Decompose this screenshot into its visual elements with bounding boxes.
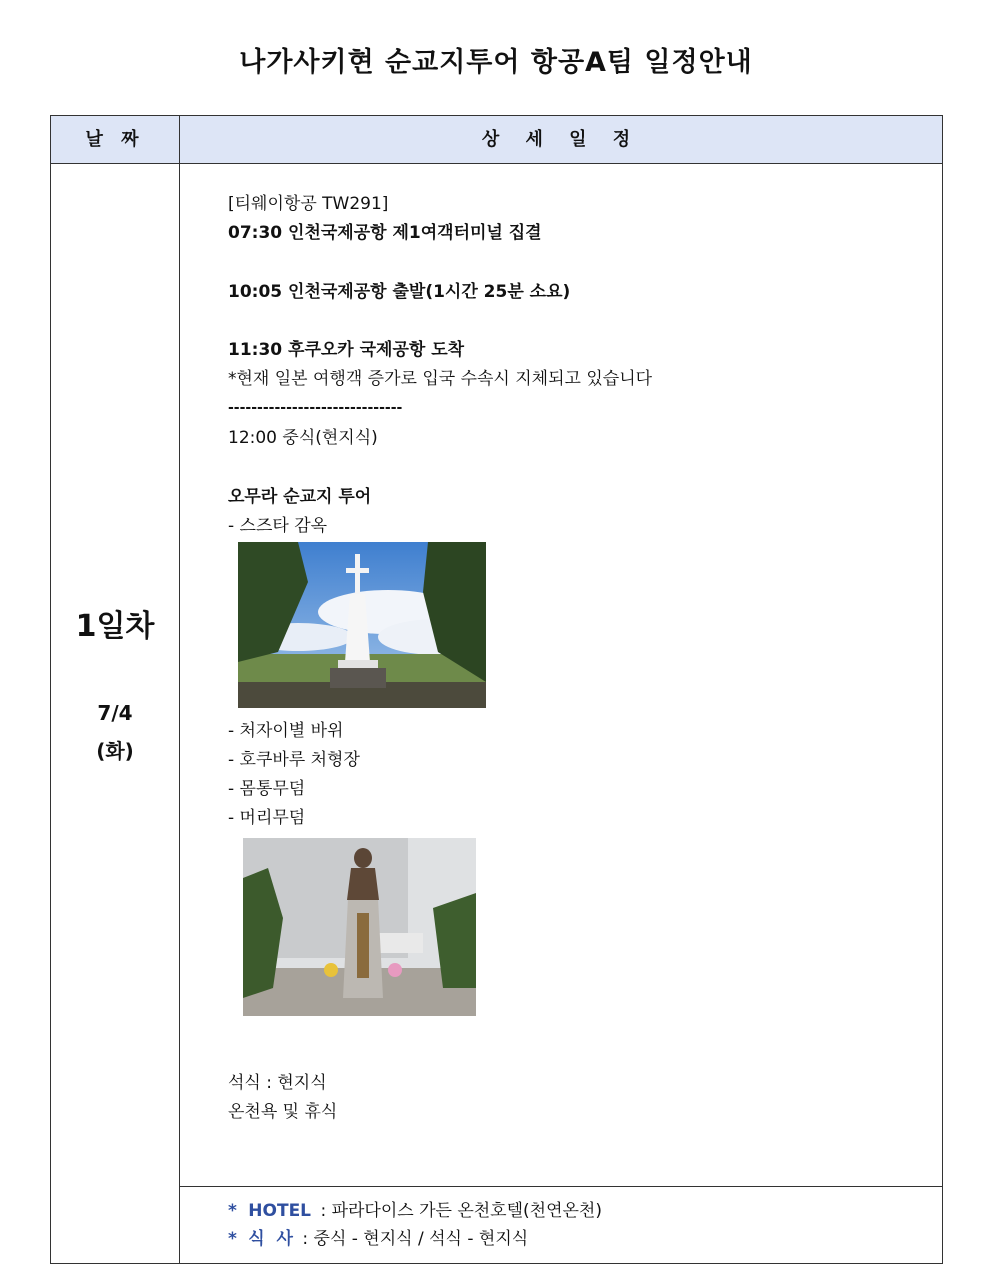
- hotel-label: HOTEL: [248, 1201, 312, 1221]
- tour-title: 오무라 순교지 투어: [228, 487, 372, 507]
- table-header: [51, 116, 942, 164]
- meet-line: 07:30 인천국제공항 제1여객터미널 집결: [228, 223, 542, 243]
- tour-stop: - 처자이별 바위: [228, 721, 344, 741]
- hotel-value: : 파라다이스 가든 온천호텔(천연온천): [320, 1201, 602, 1221]
- tour-stop: - 호쿠바루 처형장: [228, 750, 360, 770]
- suzuta-prison-photo: [238, 542, 486, 708]
- day-date-block: [51, 694, 179, 770]
- day-weekday: (화): [96, 739, 134, 763]
- tour-stop: - 몸통무덤: [228, 779, 306, 799]
- footer-divider: [179, 1186, 942, 1187]
- hotel-star: *: [228, 1201, 237, 1221]
- page-title: 나가사키현 순교지투어 항공A팀 일정안내: [239, 47, 753, 78]
- meal-label: 식 사: [248, 1229, 293, 1249]
- day-label: 1일차: [75, 609, 155, 644]
- dinner-line: 석식 : 현지식: [228, 1073, 327, 1093]
- depart-line: 10:05 인천국제공항 출발(1시간 25분 소요): [228, 282, 571, 302]
- meal-value: : 중식 - 현지식 / 석식 - 현지식: [302, 1229, 529, 1249]
- arrive-line: 11:30 후쿠오카 국제공항 도착: [228, 340, 465, 360]
- schedule-table: [50, 115, 943, 1264]
- airline-line: [티웨이항공 TW291]: [228, 194, 389, 214]
- statue-photo: [243, 838, 476, 1016]
- header-date: 날 짜: [85, 129, 145, 150]
- notice-line: *현재 일본 여행객 증가로 입국 수속시 지체되고 있습니다: [228, 369, 653, 389]
- divider-line: ------------------------------: [228, 400, 403, 416]
- tour-stop: - 머리무덤: [228, 808, 306, 828]
- lunch-line: 12:00 중식(현지식): [228, 428, 378, 448]
- column-divider: [179, 164, 180, 1263]
- day-date: 7/4: [97, 701, 133, 725]
- tour-stop: - 스즈타 감옥: [228, 516, 328, 536]
- hotel-row: [228, 1198, 602, 1224]
- header-detail: 상 세 일 정: [179, 116, 942, 163]
- meal-star: *: [228, 1229, 237, 1249]
- rest-line: 온천욕 및 휴식: [228, 1102, 338, 1122]
- meal-row: [228, 1226, 528, 1252]
